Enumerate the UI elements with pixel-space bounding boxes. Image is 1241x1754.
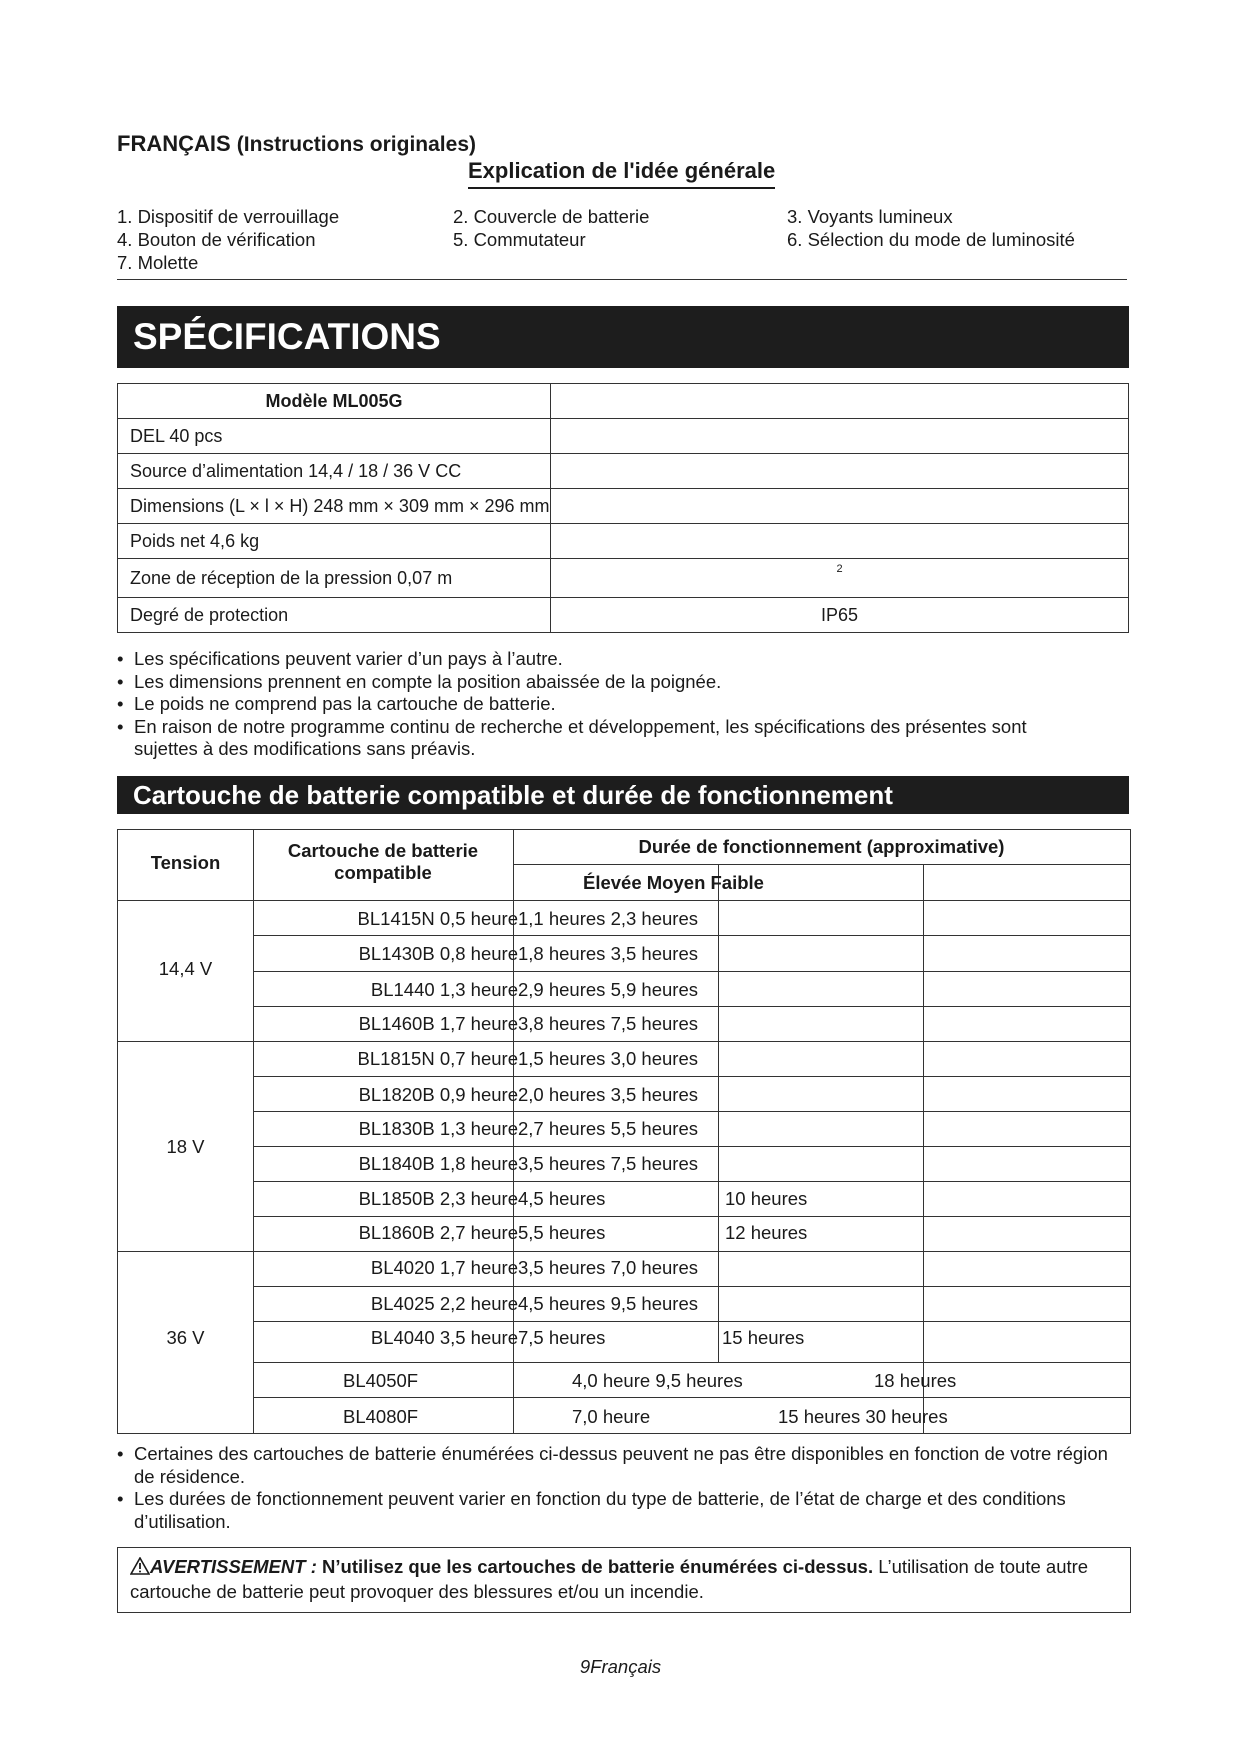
spec-value — [551, 524, 1129, 559]
part-item: 5. Commutateur — [453, 229, 586, 250]
battery-model: BL1440 1,3 heure — [370, 979, 518, 1000]
part-item: 6. Sélection du mode de luminosité — [787, 229, 1075, 250]
grid-line — [253, 1111, 1130, 1112]
runtime-values: 1,8 heures 3,5 heures — [518, 943, 698, 964]
spec-label-text: Dimensions (L × l × H) 248 mm × 309 mm × 296 mm — [130, 495, 550, 516]
spec-label: Zone de réception de la pression 0,07 m — [118, 559, 551, 598]
grid-line — [253, 1181, 1130, 1182]
spec-value: IP65 — [551, 598, 1129, 633]
runtime-values: 2,7 heures 5,5 heures — [518, 1118, 698, 1139]
spec-value — [551, 454, 1129, 489]
table-row — [118, 524, 1129, 559]
battery-model: BL1860B 2,7 heure — [358, 1222, 518, 1243]
warning-icon — [130, 1557, 150, 1575]
battery-model: BL1830B 1,3 heure — [358, 1118, 518, 1139]
battery-model: BL1820B 0,9 heure — [358, 1084, 518, 1105]
grid-line — [253, 1321, 1130, 1322]
spec-label: Degré de protection — [118, 598, 551, 633]
battery-table — [117, 829, 1131, 1434]
spec-value: 2 — [551, 559, 1129, 598]
note-item: • Les dimensions prennent en compte la position abaissée de la poignée. — [117, 671, 1147, 694]
tension-group: 14,4 V — [158, 958, 213, 979]
part-item: 1. Dispositif de verrouillage — [117, 206, 340, 227]
note-item: • Les spécifications peuvent varier d’un pays à l’autre. — [117, 648, 1147, 671]
grid-line — [718, 865, 719, 1363]
battery-banner: Cartouche de batterie compatible et durée de fonctionnement — [117, 776, 1129, 814]
warning-box — [117, 1547, 1131, 1613]
warning-bold-text: N’utilisez que les cartouches de batterie énumérées ci-dessus. — [322, 1556, 874, 1577]
runtime-values: 2,9 heures 5,9 heures — [518, 979, 698, 1000]
grid-line — [253, 830, 254, 1433]
grid-line — [253, 1216, 1130, 1217]
grid-line — [253, 1286, 1130, 1287]
specifications-table — [117, 383, 1129, 633]
battery-notes — [117, 1443, 1131, 1533]
note-item: • Le poids ne comprend pas la cartouche de batterie. — [117, 693, 1147, 716]
runtime-values: 3,5 heures 7,0 heures — [518, 1257, 698, 1278]
runtime-values: 7,0 heure — [572, 1406, 651, 1427]
spec-value — [551, 489, 1129, 524]
page-number: 9Français — [579, 1656, 662, 1677]
grid-line — [253, 1006, 1130, 1007]
warning-label: AVERTISSEMENT : — [150, 1556, 317, 1577]
runtime-low: 10 heures — [725, 1188, 808, 1209]
original-instructions-label: (Instructions originales) — [236, 133, 476, 156]
grid-line — [253, 971, 1130, 972]
spec-label: Source d’alimentation 14,4 / 18 / 36 V CC — [118, 454, 551, 489]
note-item: • Les durées de fonctionnement peuvent varier en fonction du type de batterie, de l’état de charge et des conditions d’utilisation. — [117, 1488, 1131, 1533]
grid-line — [253, 1397, 1130, 1398]
battery-model: BL4080F — [343, 1406, 419, 1427]
note-item: • En raison de notre programme continu de recherche et développement, les spécifications des présentes sont sujettes à des modifications sans préavis. — [117, 716, 1094, 761]
runtime-low: 15 heures 30 heures — [778, 1406, 948, 1427]
spec-label: Poids net 4,6 kg — [118, 524, 551, 559]
grid-line — [253, 1362, 1130, 1363]
table-row — [118, 384, 1129, 419]
levels-header: Élevée Moyen Faible — [583, 872, 764, 893]
grid-line — [253, 1076, 1130, 1077]
runtime-low: 12 heures — [725, 1222, 808, 1243]
part-item: 7. Molette — [117, 252, 199, 273]
grid-line — [253, 935, 1130, 936]
battery-model: BL1460B 1,7 heure — [358, 1013, 518, 1034]
table-row — [118, 419, 1129, 454]
specification-notes — [117, 648, 1147, 761]
grid-line — [253, 1146, 1130, 1147]
parts-list — [117, 205, 1127, 275]
table-row — [118, 454, 1129, 489]
language-label: FRANÇAIS — [117, 131, 231, 156]
tension-group: 18 V — [166, 1136, 205, 1157]
model-header: Modèle ML005G — [118, 384, 551, 419]
battery-model: BL1815N 0,7 heure — [357, 1048, 518, 1069]
grid-line — [513, 864, 1130, 865]
runtime-values: 7,5 heures — [518, 1327, 606, 1348]
grid-line — [118, 900, 1130, 901]
battery-model: BL4040 3,5 heure — [370, 1327, 518, 1348]
table-cell — [551, 384, 1129, 419]
spec-label: DEL 40 pcs — [118, 419, 551, 454]
runtime-values: 1,5 heures 3,0 heures — [518, 1048, 698, 1069]
battery-model: BL4020 1,7 heure — [370, 1257, 518, 1278]
note-item: • Certaines des cartouches de batterie énumérées ci-dessus peuvent ne pas être disponibles en fonction de votre région de résidence. — [117, 1443, 1131, 1488]
battery-model: BL4025 2,2 heure — [370, 1293, 518, 1314]
battery-model: BL1840B 1,8 heure — [358, 1153, 518, 1174]
spec-label — [118, 489, 551, 524]
language-heading — [117, 131, 476, 157]
runtime-values: 5,5 heures — [518, 1222, 606, 1243]
table-row — [118, 598, 1129, 633]
divider — [117, 279, 1127, 280]
table-row — [118, 489, 1129, 524]
battery-model: BL1850B 2,3 heure — [358, 1188, 518, 1209]
runtime-low: 15 heures — [722, 1327, 805, 1348]
runtime-values: 4,0 heure 9,5 heures — [572, 1370, 743, 1391]
specifications-banner: SPÉCIFICATIONS — [117, 306, 1129, 368]
grid-line — [923, 865, 924, 1433]
part-item: 4. Bouton de vérification — [117, 229, 316, 250]
part-item: 3. Voyants lumineux — [787, 206, 953, 227]
part-item: 2. Couvercle de batterie — [453, 206, 650, 227]
grid-line — [118, 1251, 1130, 1252]
runtime-values: 1,1 heures 2,3 heures — [518, 908, 698, 929]
runtime-values: 2,0 heures 3,5 heures — [518, 1084, 698, 1105]
runtime-values: 4,5 heures — [518, 1188, 606, 1209]
cartridge-header: Cartouche de batterie compatible — [287, 840, 479, 883]
table-row — [118, 559, 1129, 598]
runtime-values: 3,5 heures 7,5 heures — [518, 1153, 698, 1174]
runtime-values: 3,8 heures 7,5 heures — [518, 1013, 698, 1034]
battery-model: BL4050F — [343, 1370, 419, 1391]
grid-line — [118, 1041, 1130, 1042]
warning-text: L’utilisation de toute autre cartouche de batterie peut provoquer des blessures et/ou un incendie. — [130, 1556, 1089, 1602]
duration-header: Durée de fonctionnement (approximative) — [638, 836, 1005, 857]
tension-header: Tension — [150, 852, 221, 873]
battery-model: BL1415N 0,5 heure — [357, 908, 518, 929]
runtime-values: 4,5 heures 9,5 heures — [518, 1293, 698, 1314]
tension-group: 36 V — [166, 1327, 205, 1348]
spec-value — [551, 419, 1129, 454]
section-title: Explication de l'idée générale — [468, 158, 775, 189]
runtime-low: 18 heures — [874, 1370, 957, 1391]
battery-model: BL1430B 0,8 heure — [358, 943, 518, 964]
